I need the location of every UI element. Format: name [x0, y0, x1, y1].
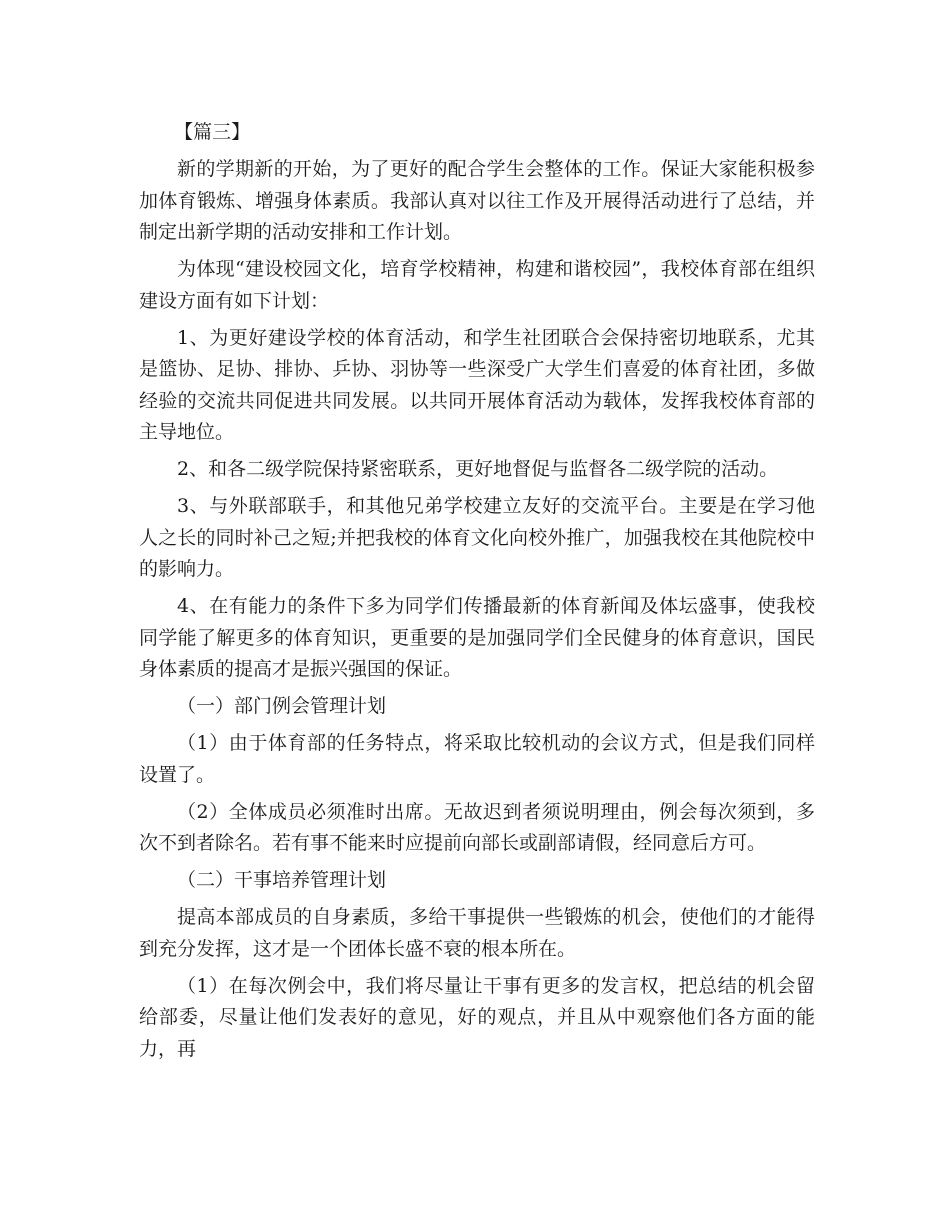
subheading-staff-plan: （二）干事培养管理计划	[177, 869, 387, 891]
document-body	[139, 117, 815, 1071]
paragraph-item-3: 3、与外联部联手，和其他兄弟学校建立友好的交流平台。主要是在学习他人之长的同时补己之短;并把我校的体育文化向校外推广，加强我校在其他院校中的影响力。	[139, 495, 815, 580]
paragraph-plan-intro: 为体现“建设校园文化，培育学校精神，构建和谐校园”，我校体育部在组织建设方面有如下计划：	[139, 258, 815, 312]
section-heading: 【篇三】	[174, 121, 251, 143]
paragraph-staff-1: （1）在每次例会中，我们将尽量让干事有更多的发言权，把总结的机会留给部委，尽量让他们发表好的意见，好的观点，并且从中观察他们各方面的能力，再	[139, 974, 815, 1060]
paragraph-item-4: 4、在有能力的条件下多为同学们传播最新的体育新闻及体坛盛事，使我校同学能了解更多的体育知识，更重要的是加强同学们全民健身的体育意识，国民身体素质的提高才是振兴强国的保证。	[139, 595, 815, 680]
subheading-meeting-plan: （一）部门例会管理计划	[177, 695, 387, 717]
paragraph-meeting-2: （2）全体成员必须准时出席。无故迟到者须说明理由，例会每次须到，多次不到者除名。若有事不能来时应提前向部长或副部请假，经同意后方可。	[139, 800, 815, 854]
paragraph-meeting-1: （1）由于体育部的任务特点，将采取比较机动的会议方式，但是我们同样设置了。	[139, 732, 815, 786]
paragraph-intro: 新的学期新的开始，为了更好的配合学生会整体的工作。保证大家能积极参加体育锻炼、增强身体素质。我部认真对以往工作及开展得活动进行了总结，并制定出新学期的活动安排和工作计划。	[139, 158, 815, 243]
paragraph-item-1: 1、为更好建设学校的体育活动，和学生社团联合会保持密切地联系，尤其是篮协、足协、排协、乒协、羽协等一些深受广大学生们喜爱的体育社团，多做经验的交流共同促进共同发展。以共同开展体育活动为载体，发挥我校体育部的主导地位。	[139, 326, 815, 443]
paragraph-staff-intro: 提高本部成员的自身素质，多给干事提供一些锻炼的机会，使他们的才能得到充分发挥，这才是一个团体长盛不衰的根本所在。	[139, 906, 815, 960]
paragraph-item-2: 2、和各二级学院保持紧密联系，更好地督促与监督各二级学院的活动。	[177, 458, 779, 480]
